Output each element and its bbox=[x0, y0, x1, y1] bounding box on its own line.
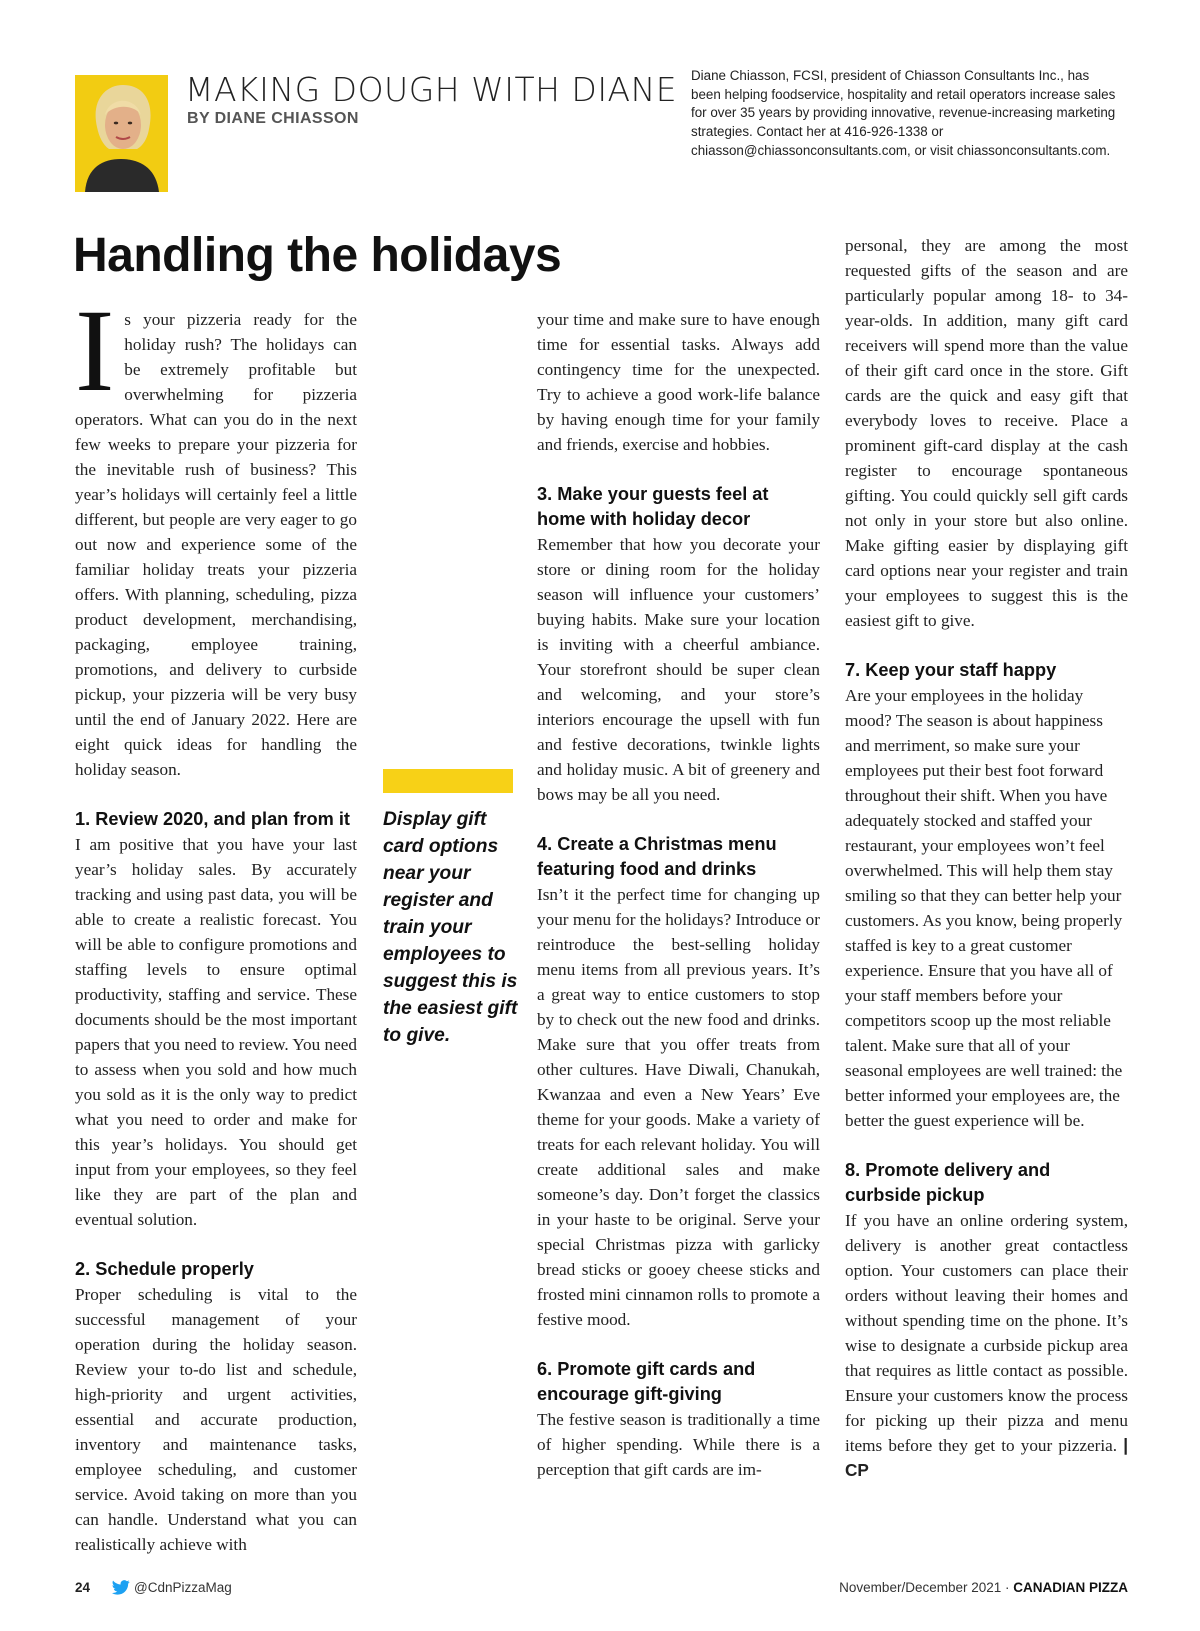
article-column-3 bbox=[537, 307, 820, 1482]
magazine-name: CANADIAN PIZZA bbox=[1013, 1580, 1128, 1595]
section-paragraph: Are your employees in the holiday mood? The season is about happiness and merriment, so make sure your employees put their best foot forward throughout their shift. When you have adequately stocked and staffed your restaurant, your employees won’t feel overwhelmed. This will help them stay smiling so that they can better help your customers. As you know, being properly staffed is key to a great customer experience. Ensure that you have all of your staff members before your competitors scoop up the most reliable talent. Make sure that all of your seasonal employees are well trained: the better informed your employees are, the better the guest experience will be. bbox=[845, 686, 1123, 1130]
pull-quote-accent-bar bbox=[383, 769, 513, 793]
byline: BY DIANE CHIASSON bbox=[187, 110, 359, 127]
section-paragraph: personal, they are among the most requested gifts of the season and are particularly popular among 18- to 34-year-olds. In addition, many gift card receivers will spend more than the value of their gift card once in the store. Gift cards are the quick and easy gift that everybody loves to receive. Place a prominent gift-card display at the cash register to encourage spontaneous gifting. You could quickly sell gift cards not only in your store but also online. Make gifting easier by displaying gift card options near your register and train your employees to suggest this is the easiest gift to give. bbox=[845, 236, 1128, 630]
dropcap: I bbox=[75, 285, 115, 416]
twitter-icon bbox=[112, 1580, 130, 1595]
page-number: 24 bbox=[75, 1580, 91, 1595]
article-column-4 bbox=[845, 233, 1128, 1483]
section-paragraph: I am positive that you have your last year’s holiday sales. By accurately tracking and using past data, you will be able to create a realistic forecast. You will be able to configure promotions and staffing levels to ensure optimal productivity, staffing and service. These documents should be the most important papers that you need to review. You need to assess when you sold and how much you sold as it is the only way to predict what you need to order and make for this year’s holidays. You should get input from your employees, so they feel like they are part of the plan and eventual solution. bbox=[75, 835, 357, 1229]
article-column-1 bbox=[75, 285, 357, 1557]
author-bio: Diane Chiasson, FCSI, president of Chiasson Consultants Inc., has been helping foodservice, hospitality and retail operators increase sales for over 35 years by providing innovative, revenue-increasing marketing strategies. Contact her at 416-926-1338 or chiasson@chiassonconsultants.com, or visit chiassonconsultants.com. bbox=[691, 68, 1116, 158]
section-heading: 4. Create a Christmas menu featuring food and drinks bbox=[537, 834, 777, 879]
section-heading: 7. Keep your staff happy bbox=[845, 660, 1057, 680]
issue-info bbox=[839, 1580, 1128, 1595]
author-photo bbox=[75, 75, 168, 192]
section-heading: 6. Promote gift cards and encourage gift-giving bbox=[537, 1359, 756, 1404]
section-paragraph: Proper scheduling is vital to the successful management of your operation during the holiday season. Review your to-do list and schedule, high-priority and urgent activities, essential and accurate production, inventory and maintenance tasks, employee scheduling, and customer service. Avoid taking on more than you can handle. Understand what you can realistically achieve with bbox=[75, 1285, 357, 1554]
intro-paragraph: Is your pizzeria ready for the holiday rush? The holidays can be extremely profitable but overwhelming for pizzeria operators. What can you do in the next few weeks to prepare your pizzeria for the inevitable rush of business? This year’s holidays will certainly feel a little different, but people are very eager to go out now and experience some of the familiar holiday treats your pizzeria offers. With planning, scheduling, pizza product development, merchandising, packaging, employee training, promotions, and delivery to curbside pickup, your pizzeria will be very busy until the end of January 2022. Here are eight quick ideas for handling the holiday season. bbox=[75, 285, 357, 779]
section-paragraph: The festive season is traditionally a time of higher spending. While there is a perception that gift cards are im- bbox=[537, 1410, 820, 1479]
column-title: MAKING DOUGH WITH DIANE bbox=[185, 70, 678, 109]
section-paragraph: Remember that how you decorate your store or dining room for the holiday season will influence your customers’ buying habits. Make sure your location is inviting with a cheerful ambiance. Your storefront should be super clean and welcoming, and your store’s interiors encourage the upsell with fun and festive decorations, twinkle lights and holiday music. A bit of greenery and bows may be all you need. bbox=[537, 535, 820, 804]
section-heading: 3. Make your guests feel at home with holiday decor bbox=[537, 484, 769, 529]
article-headline: Handling the holidays bbox=[73, 229, 562, 282]
section-paragraph: If you have an online ordering system, delivery is another great contactless option. Your customers can place their orders without leaving their homes and without spending time on the phone. It’s wise to designate a curbside pickup area that requires as little contact as possible. Ensure your customers know the process for picking up their pizza and menu items before they get to your pizzeria. | CP bbox=[845, 1211, 1129, 1480]
section-paragraph: your time and make sure to have enough time for essential tasks. Always add contingency time for the unexpected. Try to achieve a good work-life balance by having enough time for your family and friends, exercise and hobbies. bbox=[537, 310, 820, 454]
section-paragraph: Isn’t it the perfect time for changing up your menu for the holidays? Introduce or reintroduce the best-selling holiday menu items from all previous years. It’s a great way to entice customers to stop by to check out the new food and drinks. Make sure that you offer treats from other cultures. Have Diwali, Chanukah, Kwanzaa and even a New Years’ Eve theme for your goods. Make a variety of treats for each relevant holiday. You will create additional sales and make someone’s day. Don’t forget the classics in your haste to be original. Serve your special Christmas pizza with garlicky bread sticks or gooey cheese sticks and frosted mini cinnamon rolls to promote a festive mood. bbox=[537, 885, 820, 1329]
social-handle: @CdnPizzaMag bbox=[134, 1580, 232, 1595]
pull-quote: Display gift card options near your register and train your employees to suggest this is the easiest gift to give. bbox=[383, 809, 518, 1046]
section-heading: 2. Schedule properly bbox=[75, 1259, 254, 1279]
end-mark: | CP bbox=[845, 1435, 1129, 1480]
issue-date: November/December 2021 · bbox=[839, 1580, 1014, 1595]
section-heading: 1. Review 2020, and plan from it bbox=[75, 809, 350, 829]
section-heading: 8. Promote delivery and curbside pickup bbox=[845, 1160, 1051, 1205]
